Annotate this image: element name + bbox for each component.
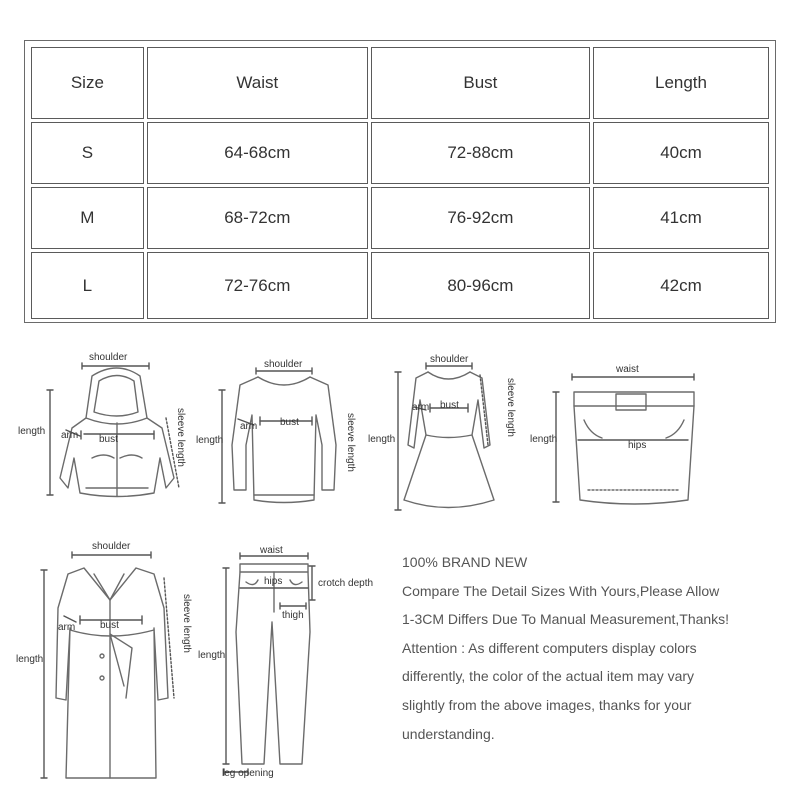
notes-line: 100% BRAND NEW: [402, 554, 528, 570]
table-row: [31, 122, 769, 184]
cell-length: 40cm: [593, 122, 769, 184]
arm-label: arm: [412, 402, 430, 413]
coat-measurement-diagram: [14, 538, 204, 793]
notes-line: understanding.: [402, 725, 495, 742]
bust-label: bust: [440, 400, 459, 411]
hips-label: hips: [628, 440, 647, 451]
notes-line: Compare The Detail Sizes With Yours,Please Allow: [402, 582, 720, 599]
sleeve-length-label: sleeve length: [505, 378, 516, 437]
hoodie-measurement-diagram: [14, 348, 194, 518]
coat-outline-icon: [14, 538, 204, 793]
length-label: length: [18, 426, 46, 437]
product-notes: [402, 548, 792, 748]
notes-line: 1-3CM Differs Due To Manual Measurement,Thanks!: [402, 611, 730, 628]
cell-size: L: [31, 252, 144, 319]
shoulder-label: shoulder: [430, 354, 469, 365]
length-label: length: [368, 434, 396, 445]
cell-waist: 64-68cm: [147, 122, 368, 184]
bust-label: bust: [99, 434, 118, 445]
notes-line: Attention : As different computers display colors: [402, 639, 697, 656]
thigh-label: thigh: [282, 610, 304, 621]
shoulder-label: shoulder: [264, 359, 303, 370]
cell-bust: 72-88cm: [371, 122, 590, 184]
arm-label: arm: [58, 622, 76, 633]
shoulder-label: shoulder: [92, 541, 131, 552]
shoulder-label: shoulder: [89, 352, 128, 363]
crotch-depth-label: crotch depth: [318, 578, 374, 589]
waist-label: waist: [260, 545, 283, 556]
hips-label: hips: [264, 576, 283, 587]
sweater-measurement-diagram: [194, 355, 374, 520]
header-size: Size: [31, 47, 144, 119]
notes-line: differently, the color of the actual item may vary: [402, 668, 695, 685]
length-label: length: [16, 654, 44, 665]
notes-line: slightly from the above images, thanks for your: [402, 696, 692, 713]
bust-label: bust: [280, 417, 299, 428]
bust-label: bust: [100, 620, 119, 631]
sleeve-length-label: sleeve length: [345, 413, 356, 472]
arm-label: arm: [61, 430, 79, 441]
table-row: [31, 187, 769, 249]
table-row: [31, 252, 769, 319]
leg-opening-label: leg opening: [222, 768, 274, 779]
dress-measurement-diagram: [368, 350, 528, 518]
sleeve-length-label: sleeve length: [175, 408, 186, 467]
sleeve-length-label: sleeve length: [181, 594, 192, 653]
length-label: length: [198, 650, 226, 661]
cell-size: S: [31, 122, 144, 184]
cell-bust: 76-92cm: [371, 187, 590, 249]
waist-label: waist: [616, 364, 639, 375]
size-chart-table: [24, 40, 776, 323]
cell-waist: 68-72cm: [147, 187, 368, 249]
pants-measurement-diagram: [196, 542, 386, 790]
skirt-measurement-diagram: [528, 362, 708, 512]
header-length: Length: [593, 47, 769, 119]
header-waist: Waist: [147, 47, 368, 119]
table-header-row: [31, 47, 769, 119]
header-bust: Bust: [371, 47, 590, 119]
length-label: length: [196, 435, 224, 446]
cell-bust: 80-96cm: [371, 252, 590, 319]
length-label: length: [530, 434, 558, 445]
cell-length: 41cm: [593, 187, 769, 249]
cell-waist: 72-76cm: [147, 252, 368, 319]
cell-size: M: [31, 187, 144, 249]
arm-label: arm: [240, 421, 258, 432]
cell-length: 42cm: [593, 252, 769, 319]
